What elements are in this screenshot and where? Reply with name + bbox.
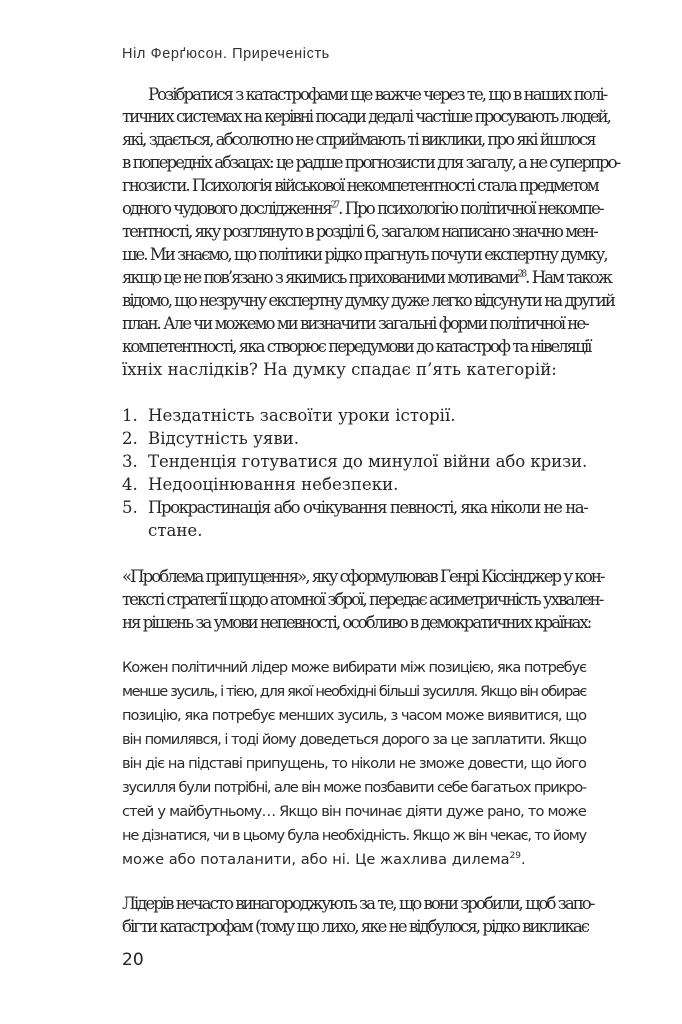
text-line: план. Але чи можемо ми визначити загальні форми політичної не- (122, 314, 588, 333)
footnote-ref: 28 (517, 269, 526, 280)
text-line: ня рішень за умови непевності, особливо в демократичних країнах: (122, 613, 591, 632)
quote-line: менше зусиль, і тією, для якої необхідні більші зусилля. Якщо він обирає (122, 683, 586, 700)
text-segment: . Нам також (525, 268, 611, 287)
quote-line: не дізнатися, чи в цьому була необхідність. Якщо ж він чекає, то йому (122, 827, 586, 844)
text-line: «Проблема припущення», яку сформулював Генрі Кіссінджер у кон- (122, 567, 604, 586)
text-line: тичних системах на керівні посади дедалі частіше просувають людей, (122, 107, 610, 126)
text-segment: якщо це не пов’язано з якимись прихованими мотивами (122, 268, 518, 287)
text-line: тентності, яку розглянуто в розділі 6, загалом написано значно мен- (122, 222, 597, 241)
quote-line (122, 850, 526, 870)
text-segment: . (521, 851, 526, 868)
list-item: Недооцінювання небезпеки. (148, 475, 399, 494)
text-segment: одного чудового дослідження (122, 199, 331, 218)
quote-line: позицію, яка потребує менших зусиль, з часом може виявитися, що (122, 707, 586, 724)
footnote-ref: 29 (509, 851, 522, 862)
text-line: компетентності, яка створює передумови до катастроф та нівеляції (122, 337, 591, 356)
text-line: відомо, що незручну експертну думку дуже легко відсунути на другий (122, 291, 614, 310)
running-head: Ніл Ферґюсон. Приреченість (122, 46, 330, 62)
quote-line: стей у майбутньому… Якщо він починає діяти дуже рано, то може (122, 803, 586, 820)
list-item: Прокрастинація або очікування певності, яка ніколи не на- (148, 498, 588, 517)
list-number: 3. (122, 452, 138, 471)
list-number: 1. (122, 406, 138, 425)
text-line: Розібратися з катастрофами ще важче через те, що в наших полі- (148, 85, 607, 104)
footnote-ref: 27 (330, 200, 339, 211)
list-item: Нездатність засвоїти уроки історії. (148, 406, 456, 425)
text-line: їхніх наслідків? На думку спадає п’ять категорій: (122, 360, 557, 379)
text-line: які, здається, абсолютно не сприймають ті виклики, про які йшлося (122, 130, 595, 149)
list-item: Тенденція готуватися до минулої війни або кризи. (148, 452, 588, 471)
text-line (122, 267, 611, 289)
text-line: бігти катастрофам (тому що лихо, яке не відбулося, рідко викликає (122, 917, 589, 936)
list-item-continuation: стане. (148, 521, 203, 540)
text-line: ше. Ми знаємо, що політики рідко прагнуть почути експертну думку, (122, 245, 607, 264)
quote-line: зусилля були потрібні, але він може позбавити себе багатьох прикро- (122, 779, 586, 796)
list-number: 4. (122, 475, 138, 494)
text-line (122, 198, 603, 220)
list-item: Відсутність уяви. (148, 429, 300, 448)
text-line: гнозисти. Психологія військової некомпетентності стала предметом (122, 176, 598, 195)
list-number: 5. (122, 498, 138, 517)
page-number: 20 (122, 950, 144, 970)
text-segment: може або поталанити, або ні. Це жахлива дилема (122, 851, 510, 868)
text-line: тексті стратегії щодо атомної зброї, передає асиметричність ухвален- (122, 590, 603, 609)
quote-line: він діє на підставі припущень, то ніколи не зможе довести, що його (122, 755, 586, 772)
quote-line: Кожен політичний лідер може вибирати між позицією, яка потребує (122, 659, 586, 676)
text-line: Лідерів нечасто винагороджують за те, що вони зробили, щоб запо- (122, 894, 594, 913)
text-segment: . Про психологію політичної некомпе- (338, 199, 603, 218)
quote-line: він помилявся, і тоді йому доведеться дорого за це заплатити. Якщо (122, 731, 586, 748)
list-number: 2. (122, 429, 138, 448)
text-line: в попередніх абзацах: це радше прогнозисти для загалу, а не суперпро- (122, 153, 620, 172)
